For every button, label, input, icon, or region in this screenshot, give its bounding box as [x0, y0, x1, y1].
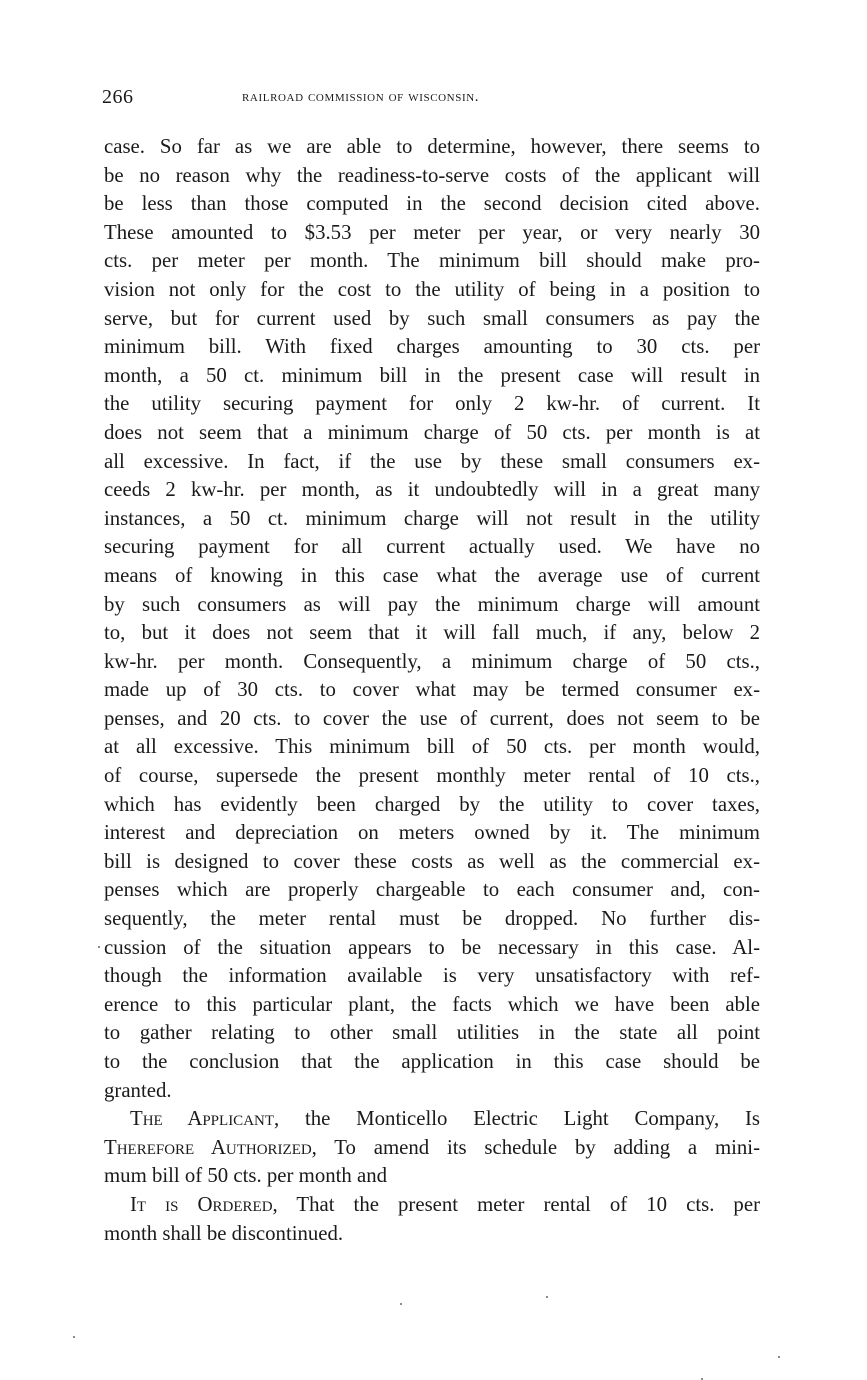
- text-line: [104, 1191, 760, 1220]
- text-line: ceeds 2 kw-hr. per month, as it undoubtedly will in a great many: [104, 478, 760, 502]
- print-speck: [98, 946, 100, 948]
- text-line: cts. per meter per month. The minimum bill should make pro-: [104, 249, 760, 273]
- text-line: penses, and 20 cts. to cover the use of current, does not seem to be: [104, 706, 760, 730]
- text-line: granted.: [104, 1078, 172, 1102]
- text-line: made up of 30 cts. to cover what may be termed consumer ex-: [104, 678, 760, 702]
- text-line: which has evidently been charged by the utility to cover taxes,: [104, 792, 760, 816]
- text-line: be no reason why the readiness-to-serve costs of the applicant will: [104, 163, 760, 187]
- text-line: to, but it does not seem that it will fall much, if any, below 2: [104, 621, 760, 645]
- running-head: [102, 86, 762, 112]
- text-line: kw-hr. per month. Consequently, a minimum charge of 50 cts.,: [104, 649, 760, 673]
- text-line: vision not only for the cost to the utility of being in a position to: [104, 277, 760, 301]
- body-text: [104, 133, 760, 1248]
- small-caps-lead: Therefore Authorized,: [104, 1135, 317, 1159]
- text-line: means of knowing in this case what the average use of current: [104, 563, 760, 587]
- text-line: does not seem that a minimum charge of 50 cts. per month is at: [104, 420, 760, 444]
- text-line: bill is designed to cover these costs as well as the commercial ex-: [104, 849, 760, 873]
- text-line: serve, but for current used by such small consumers as pay the: [104, 306, 760, 330]
- text-line: [104, 1105, 760, 1134]
- text-line: interest and depreciation on meters owned by it. The minimum: [104, 821, 760, 845]
- small-caps-lead: It is Ordered,: [130, 1192, 278, 1216]
- text-line: to the conclusion that the application in this case should be: [104, 1050, 760, 1073]
- small-caps-lead: The Applicant,: [130, 1107, 280, 1131]
- print-speck: [400, 1303, 402, 1305]
- text-line: month shall be discontinued.: [104, 1221, 344, 1245]
- text-line: case. So far as we are able to determine, however, there seems to: [104, 135, 760, 158]
- paragraph-order: [104, 1191, 760, 1248]
- print-speck: [73, 1336, 75, 1338]
- page-number: 266: [102, 86, 134, 108]
- text-line: securing payment for all current actually used. We have no: [104, 535, 760, 559]
- paragraph-main: [104, 133, 760, 1105]
- text-line: erence to this particular plant, the facts which we have been able: [104, 992, 760, 1016]
- text-line: of course, supersede the present monthly meter rental of 10 cts.,: [104, 764, 760, 788]
- paragraph-authorization: [104, 1105, 760, 1191]
- text-line: the utility securing payment for only 2 kw-hr. of current. It: [104, 392, 760, 416]
- text-line: [104, 1134, 760, 1163]
- text-line: sequently, the meter rental must be dropped. No further dis-: [104, 907, 760, 931]
- text-line: at all excessive. This minimum bill of 50 cts. per month would,: [104, 735, 760, 759]
- text-line: cussion of the situation appears to be necessary in this case. Al-: [104, 935, 760, 959]
- text-span: To amend its schedule by adding a mini-: [316, 1135, 760, 1159]
- text-line: to gather relating to other small utilities in the state all point: [104, 1021, 760, 1045]
- text-line: be less than those computed in the second decision cited above.: [104, 192, 760, 216]
- running-head-title: railroad commission of wisconsin.: [242, 89, 480, 105]
- text-line: These amounted to $3.53 per meter per year, or very nearly 30: [104, 220, 760, 244]
- print-speck: [546, 1296, 548, 1298]
- print-speck: [778, 1356, 780, 1358]
- text-line: mum bill of 50 cts. per month and: [104, 1164, 388, 1188]
- text-line: penses which are properly chargeable to each consumer and, con-: [104, 878, 760, 902]
- text-line: month, a 50 ct. minimum bill in the present case will result in: [104, 363, 760, 387]
- text-line: instances, a 50 ct. minimum charge will not result in the utility: [104, 506, 760, 530]
- text-line: all excessive. In fact, if the use by these small consumers ex-: [104, 449, 760, 473]
- text-span: the Monticello Electric Light Company, Is: [279, 1107, 760, 1131]
- text-span: That the present meter rental of 10 cts. per: [277, 1192, 760, 1216]
- text-line: minimum bill. With fixed charges amounting to 30 cts. per: [104, 335, 760, 359]
- text-line: by such consumers as will pay the minimum charge will amount: [104, 592, 760, 616]
- text-line: though the information available is very unsatisfactory with ref-: [104, 964, 760, 988]
